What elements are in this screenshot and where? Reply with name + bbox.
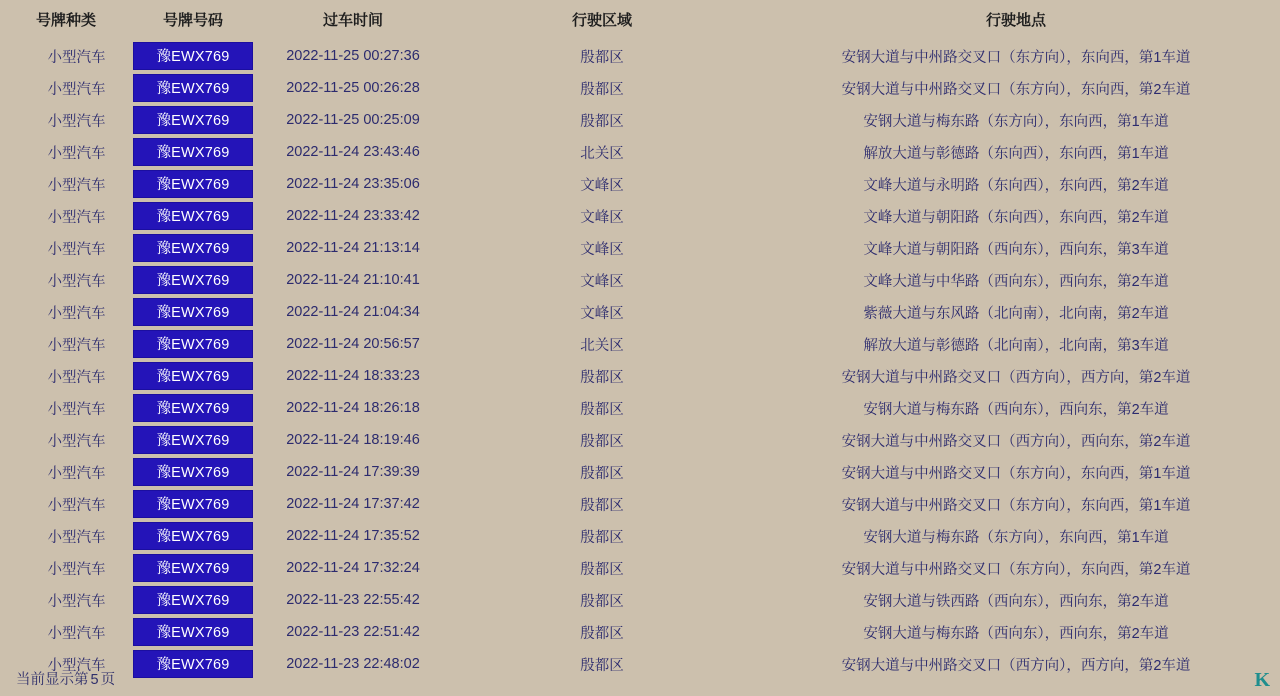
plate-badge: 豫EWX769: [133, 42, 253, 70]
cell-drive-location: 安钢大道与梅东路（东方向），东向西，第1车道: [863, 113, 1169, 130]
cell-drive-area: 文峰区: [580, 177, 624, 194]
cell-drive-location: 安钢大道与中州路交叉口（东方向），东向西，第1车道: [841, 465, 1191, 482]
cell-drive-area: 北关区: [580, 145, 624, 162]
cell-plate-type: 小型汽车: [47, 273, 106, 290]
cell-plate-number: [132, 552, 254, 584]
plate-badge: 豫EWX769: [133, 138, 253, 166]
cell-plate-number: [132, 264, 254, 296]
cell-drive-area: 殷都区: [580, 433, 624, 450]
table-row: [0, 40, 1280, 72]
table-row: [0, 328, 1280, 360]
table-row: [0, 72, 1280, 104]
cell-drive-location: 安钢大道与梅东路（西向东），西向东，第2车道: [863, 401, 1169, 418]
table-row: [0, 200, 1280, 232]
table-row: [0, 616, 1280, 648]
cell-plate-type: 小型汽车: [47, 625, 106, 642]
cell-pass-time: 2022-11-25 00:26:28: [286, 80, 420, 96]
cell-plate-number: [132, 72, 254, 104]
cell-pass-time: 2022-11-24 23:33:42: [286, 208, 420, 224]
cell-drive-location: 文峰大道与永明路（东向西），东向西，第2车道: [863, 177, 1169, 194]
column-header-plate-type: 号牌种类: [35, 12, 96, 29]
table-row: [0, 552, 1280, 584]
cell-drive-area: 殷都区: [580, 465, 624, 482]
cell-plate-type: 小型汽车: [47, 529, 106, 546]
table-row: [0, 264, 1280, 296]
table-row: [0, 168, 1280, 200]
plate-badge: 豫EWX769: [133, 330, 253, 358]
cell-drive-location: 安钢大道与铁西路（西向东），西向东，第2车道: [863, 593, 1169, 610]
plate-badge: 豫EWX769: [133, 74, 253, 102]
cell-pass-time: 2022-11-24 17:35:52: [286, 528, 420, 544]
table-row: [0, 424, 1280, 456]
pagination-current-page: 5: [90, 672, 99, 688]
table-row: [0, 520, 1280, 552]
plate-badge: 豫EWX769: [133, 202, 253, 230]
table-row: [0, 296, 1280, 328]
cell-plate-type: 小型汽车: [47, 465, 106, 482]
column-header-plate-number: 号牌号码: [162, 12, 223, 29]
cell-plate-number: [132, 200, 254, 232]
cell-drive-area: 殷都区: [580, 657, 624, 674]
cell-drive-area: 殷都区: [580, 593, 624, 610]
cell-pass-time: 2022-11-24 23:35:06: [286, 176, 420, 192]
cell-pass-time: 2022-11-23 22:48:02: [286, 656, 420, 672]
table-header-row: [0, 0, 1280, 40]
cell-drive-area: 殷都区: [580, 625, 624, 642]
cell-plate-number: [132, 424, 254, 456]
cell-pass-time: 2022-11-25 00:25:09: [286, 112, 420, 128]
cell-drive-location: 紫薇大道与东风路（北向南），北向南，第2车道: [863, 305, 1169, 322]
cell-drive-location: 安钢大道与中州路交叉口（东方向），东向西，第1车道: [841, 497, 1191, 514]
cell-drive-location: 安钢大道与中州路交叉口（东方向），东向西，第2车道: [841, 81, 1191, 98]
table-row: [0, 104, 1280, 136]
cell-pass-time: 2022-11-24 17:32:24: [286, 560, 420, 576]
table-row: [0, 488, 1280, 520]
cell-drive-location: 安钢大道与中州路交叉口（西方向），西方向，第2车道: [841, 369, 1191, 386]
cell-plate-number: [132, 456, 254, 488]
cell-drive-area: 殷都区: [580, 561, 624, 578]
cell-plate-type: 小型汽车: [47, 369, 106, 386]
cell-plate-number: [132, 616, 254, 648]
table-row: [0, 584, 1280, 616]
table-row: [0, 232, 1280, 264]
cell-plate-type: 小型汽车: [47, 81, 106, 98]
cell-plate-number: [132, 296, 254, 328]
cell-plate-number: [132, 648, 254, 680]
cell-pass-time: 2022-11-24 17:39:39: [286, 464, 420, 480]
cell-plate-number: [132, 136, 254, 168]
pagination-prefix: 当前显示第: [16, 672, 89, 688]
pagination-status: [16, 668, 115, 689]
cell-pass-time: 2022-11-24 21:13:14: [286, 240, 420, 256]
table-header: [0, 0, 1280, 40]
cell-drive-area: 殷都区: [580, 369, 624, 386]
cell-drive-location: 解放大道与彰德路（北向南），北向南，第3车道: [863, 337, 1169, 354]
cell-drive-location: 文峰大道与朝阳路（东向西），东向西，第2车道: [863, 209, 1169, 226]
cell-drive-location: 文峰大道与中华路（西向东），西向东，第2车道: [863, 273, 1169, 290]
cell-pass-time: 2022-11-24 23:43:46: [286, 144, 420, 160]
cell-plate-type: 小型汽车: [47, 113, 106, 130]
cell-plate-type: 小型汽车: [47, 177, 106, 194]
cell-drive-area: 文峰区: [580, 273, 624, 290]
cell-plate-type: 小型汽车: [47, 561, 106, 578]
cell-drive-location: 安钢大道与中州路交叉口（东方向），东向西，第2车道: [841, 561, 1191, 578]
plate-badge: 豫EWX769: [133, 266, 253, 294]
plate-badge: 豫EWX769: [133, 362, 253, 390]
cell-drive-area: 殷都区: [580, 497, 624, 514]
table-row: [0, 648, 1280, 680]
column-header-pass-time: 过车时间: [322, 12, 383, 29]
cell-plate-type: 小型汽车: [47, 145, 106, 162]
watermark-logo: K: [1254, 669, 1270, 691]
cell-pass-time: 2022-11-24 17:37:42: [286, 496, 420, 512]
cell-plate-number: [132, 328, 254, 360]
cell-drive-area: 殷都区: [580, 81, 624, 98]
cell-plate-number: [132, 488, 254, 520]
cell-drive-location: 安钢大道与中州路交叉口（东方向），东向西，第1车道: [841, 49, 1191, 66]
cell-pass-time: 2022-11-23 22:55:42: [286, 592, 420, 608]
cell-plate-type: 小型汽车: [47, 305, 106, 322]
plate-badge: 豫EWX769: [133, 618, 253, 646]
cell-plate-number: [132, 104, 254, 136]
cell-plate-type: 小型汽车: [47, 657, 106, 674]
cell-drive-location: 安钢大道与梅东路（西向东），西向东，第2车道: [863, 625, 1169, 642]
plate-badge: 豫EWX769: [133, 426, 253, 454]
plate-badge: 豫EWX769: [133, 522, 253, 550]
cell-drive-location: 文峰大道与朝阳路（西向东），西向东，第3车道: [863, 241, 1169, 258]
cell-plate-number: [132, 40, 254, 72]
plate-badge: 豫EWX769: [133, 650, 253, 678]
cell-pass-time: 2022-11-24 18:26:18: [286, 400, 420, 416]
table-row: [0, 136, 1280, 168]
plate-badge: 豫EWX769: [133, 234, 253, 262]
table-body: [0, 40, 1280, 680]
cell-drive-location: 安钢大道与梅东路（东方向），东向西，第1车道: [863, 529, 1169, 546]
cell-plate-type: 小型汽车: [47, 209, 106, 226]
pagination-suffix: 页: [100, 672, 116, 688]
cell-drive-location: 安钢大道与中州路交叉口（西方向），西向东，第2车道: [841, 433, 1191, 450]
cell-drive-area: 文峰区: [580, 241, 624, 258]
plate-badge: 豫EWX769: [133, 458, 253, 486]
cell-pass-time: 2022-11-24 20:56:57: [286, 336, 420, 352]
plate-badge: 豫EWX769: [133, 554, 253, 582]
cell-drive-area: 殷都区: [580, 113, 624, 130]
plate-badge: 豫EWX769: [133, 490, 253, 518]
cell-plate-type: 小型汽车: [47, 337, 106, 354]
cell-drive-area: 文峰区: [580, 209, 624, 226]
cell-drive-area: 殷都区: [580, 529, 624, 546]
cell-pass-time: 2022-11-24 21:10:41: [286, 272, 420, 288]
plate-badge: 豫EWX769: [133, 170, 253, 198]
plate-badge: 豫EWX769: [133, 586, 253, 614]
cell-pass-time: 2022-11-24 21:04:34: [286, 304, 420, 320]
cell-pass-time: 2022-11-24 18:19:46: [286, 432, 420, 448]
cell-drive-area: 殷都区: [580, 49, 624, 66]
cell-pass-time: 2022-11-24 18:33:23: [286, 368, 420, 384]
plate-badge: 豫EWX769: [133, 298, 253, 326]
table-row: [0, 360, 1280, 392]
plate-badge: 豫EWX769: [133, 106, 253, 134]
cell-plate-type: 小型汽车: [47, 241, 106, 258]
cell-plate-number: [132, 392, 254, 424]
plate-badge: 豫EWX769: [133, 394, 253, 422]
table-row: [0, 392, 1280, 424]
cell-pass-time: 2022-11-25 00:27:36: [286, 48, 420, 64]
column-header-drive-location: 行驶地点: [985, 12, 1046, 29]
cell-plate-number: [132, 584, 254, 616]
cell-drive-area: 北关区: [580, 337, 624, 354]
cell-plate-type: 小型汽车: [47, 497, 106, 514]
cell-drive-location: 解放大道与彰德路（东向西），东向西，第1车道: [863, 145, 1169, 162]
cell-pass-time: 2022-11-23 22:51:42: [286, 624, 420, 640]
cell-plate-number: [132, 360, 254, 392]
table-row: [0, 456, 1280, 488]
cell-drive-location: 安钢大道与中州路交叉口（西方向），西方向，第2车道: [841, 657, 1191, 674]
cell-plate-type: 小型汽车: [47, 401, 106, 418]
cell-plate-type: 小型汽车: [47, 433, 106, 450]
cell-plate-number: [132, 232, 254, 264]
cell-plate-type: 小型汽车: [47, 49, 106, 66]
cell-plate-type: 小型汽车: [47, 593, 106, 610]
cell-plate-number: [132, 520, 254, 552]
column-header-drive-area: 行驶区域: [571, 12, 632, 29]
cell-drive-area: 文峰区: [580, 305, 624, 322]
cell-plate-number: [132, 168, 254, 200]
cell-drive-area: 殷都区: [580, 401, 624, 418]
